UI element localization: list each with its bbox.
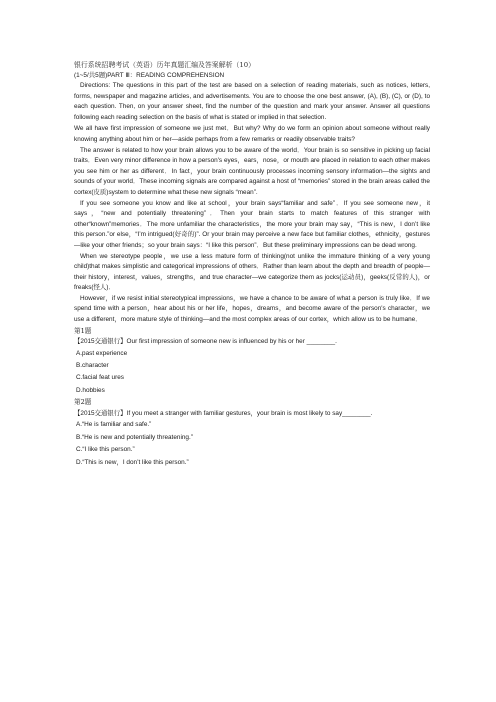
question-1-label: 第1题: [74, 326, 92, 335]
directions-text: Directions: The questions in this part of the test are based on a selection of reading materials, such as notices, letters, forms, newspaper and magazine articles, and advertisements. You are to choose the one best answer, (A), (B), (C), or (D), to each question. Then, on your answer sheet, find the number of the question and mark your answer. Answer all questions following each reading selection on the basis of what is stated or implied in that selection.: [74, 82, 430, 121]
document-title: 银行系统招聘考试（英语）历年真题汇编及答案解析（10）: [74, 61, 256, 69]
question-1-option-b[interactable]: B.character: [76, 362, 109, 370]
question-2-option-c[interactable]: C.“I like this person.”: [76, 446, 135, 454]
question-2-option-a[interactable]: A.“He is familiar and safe.”: [76, 421, 152, 429]
question-1-option-c[interactable]: C.facial feat ures: [76, 374, 124, 382]
question-1-option-a[interactable]: A.past experience: [76, 349, 128, 357]
document-page: [74, 60, 430, 469]
question-2-option-d[interactable]: D.“This is new，I don’t like this person.”: [76, 458, 189, 466]
question-2: [74, 397, 430, 469]
passage-paragraph-4: When we stereotype people，we use a less mature form of thinking(not unlike the immature thinking of a very young child)that makes simplistic and categorical impressions of others．Rather than learn about the depth and breadth of people—their history，interest，values，strengths，and true character—we categorize them as jocks(运动员)，geeks(反常的人)，or freaks(怪人)．: [74, 252, 430, 292]
question-1-option-d[interactable]: D.hobbies: [76, 386, 105, 394]
question-2-option-b[interactable]: B.“He is new and potentially threatening.”: [76, 433, 193, 441]
passage-paragraph-3: If you see someone you know and like at school，your brain says“familiar and safe”．If you see someone new，it says，“new and potentially threatening”．Then your brain starts to match features of this stranger with other“known”memories．The more unfamiliar the characteristics，the more your brain may say，“This is new，I don’t like this person.”or else，“I’m intrigued(好奇的)”. Or your brain may perceive a new face but familiar clothes，ethnicity，gestures—like your other friends；so your brain says：“I like this person”．But these preliminary impressions can be dead wrong.: [74, 199, 430, 249]
part-heading: (1~5/共5题)PART Ⅲ：READING COMPREHENSION: [74, 72, 225, 79]
question-1: [74, 326, 430, 398]
question-1-stem: 【2015交通银行】Our first impression of someone new is influenced by his or her ________.: [74, 338, 337, 346]
passage-paragraph-2: The answer is related to how your brain allows you to be aware of the world．Your brain is so sensitive in picking up facial traits．Even very minor difference in how a person's eyes，ears，nose，or mouth are placed in relation to each other makes you see him or her as different．In fact，your brain continuously processes incoming sensory information—the sights and sounds of your world．These incoming signals are compared against a host of “memories” stored in the brain areas called the cortex(皮质)system to determine what these new signals “mean”.: [74, 146, 430, 196]
passage-paragraph-5: However，if we resist initial stereotypical impressions，we have a chance to be aware of what a person is truly like．If we spend time with a person，hear about his or her life，hopes，dreams，and become aware of the person's character，we use a different，more mature style of thinking—and the most complex areas of our cortex，which allow us to be humane．: [74, 294, 430, 324]
passage-paragraph-1: We all have first impression of someone we just met．But why? Why do we form an opinion about someone without really knowing anything about him or her—aside perhaps from a few remarks or readily observable traits?: [74, 125, 430, 143]
question-2-label: 第2题: [74, 398, 92, 407]
question-2-stem: 【2015交通银行】If you meet a stranger with familiar gestures，your brain is most likely to say________.: [74, 409, 373, 417]
